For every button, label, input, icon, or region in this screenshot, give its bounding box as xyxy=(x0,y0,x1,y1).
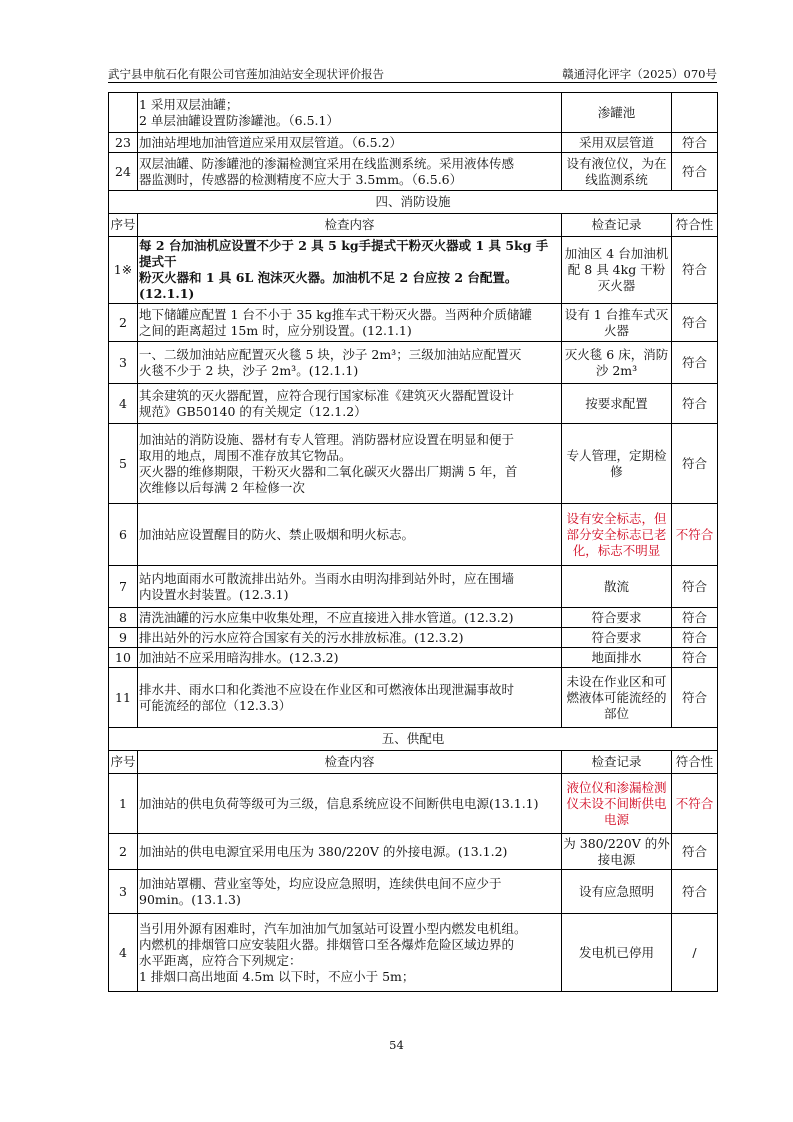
row-number: 6 xyxy=(109,504,138,566)
check-record: 液位仪和渗漏检测仪未设不间断供电电源 xyxy=(562,774,672,834)
content-line: 次维修以后每满 2 年检修一次 xyxy=(139,479,305,495)
check-record: 发电机已停用 xyxy=(562,914,672,992)
content-line: 之间的距离超过 15m 时，应分别设置。(12.1.1) xyxy=(139,322,412,338)
table-row xyxy=(109,342,718,384)
header-result: 符合性 xyxy=(672,214,718,237)
row-number: 1 xyxy=(109,774,138,834)
table-row xyxy=(109,384,718,424)
content-line: 排出站外的污水应符合国家有关的污水排放标准。(12.3.2) xyxy=(139,629,464,645)
table-row xyxy=(109,668,718,728)
check-result: 符合 xyxy=(672,834,718,870)
check-record: 加油区 4 台加油机配 8 具 4kg 干粉灭火器 xyxy=(562,237,672,304)
check-result: / xyxy=(672,914,718,992)
header-row xyxy=(109,751,718,774)
check-result: 符合 xyxy=(672,628,718,648)
table-row xyxy=(109,648,718,668)
content-line: 内燃机的排烟管口应安装阻火器。排烟管口至各爆炸危险区域边界的 xyxy=(139,936,515,952)
section-title: 四、消防设施 xyxy=(109,191,718,214)
check-record: 为 380/220V 的外接电源 xyxy=(562,834,672,870)
content-line: 加油站的供电电源宜采用电压为 380/220V 的外接电源。(13.1.2) xyxy=(139,843,508,859)
check-content xyxy=(138,914,562,992)
report-number: 赣通浔化评字（2025）070号 xyxy=(562,67,717,81)
row-number: 10 xyxy=(109,648,138,668)
content-line: 1 采用双层油罐； xyxy=(139,96,239,112)
check-result: 符合 xyxy=(672,608,718,628)
check-content xyxy=(138,566,562,608)
content-line: 地下储罐应配置 1 台不小于 35 kg推车式干粉灭火器。当两种介质储罐 xyxy=(139,306,532,322)
check-record: 渗罐池 xyxy=(562,93,672,133)
check-content xyxy=(138,648,562,668)
table-row xyxy=(109,914,718,992)
table-row xyxy=(109,93,718,133)
content-line: 加油站的供电负荷等级可为三级，信息系统应设不间断供电电源(13.1.1) xyxy=(139,795,539,811)
header-record: 检查记录 xyxy=(562,214,672,237)
table-row xyxy=(109,133,718,153)
check-record: 散流 xyxy=(562,566,672,608)
table-row xyxy=(109,834,718,870)
check-content xyxy=(138,870,562,914)
check-record: 地面排水 xyxy=(562,648,672,668)
check-content xyxy=(138,834,562,870)
content-line: 灭火器的维修期限，干粉灭火器和二氧化碳灭火器出厂期满 5 年，首 xyxy=(139,463,518,479)
header-row xyxy=(109,214,718,237)
table-row xyxy=(109,237,718,304)
content-line: 器监测时，传感器的检测精度不应大于 3.5mm。（6.5.6） xyxy=(139,171,463,187)
header-content: 检查内容 xyxy=(138,751,562,774)
row-number: 7 xyxy=(109,566,138,608)
table-row xyxy=(109,153,718,191)
check-content xyxy=(138,668,562,728)
check-record: 专人管理，定期检修 xyxy=(562,424,672,504)
check-result: 符合 xyxy=(672,566,718,608)
row-number: 5 xyxy=(109,424,138,504)
section-title-row xyxy=(109,728,718,751)
row-number: 2 xyxy=(109,834,138,870)
row-number: 24 xyxy=(109,153,138,191)
content-line: 取用的地点，周围不准存放其它物品。 xyxy=(139,447,352,463)
check-record: 符合要求 xyxy=(562,608,672,628)
content-line: 当引用外源有困难时，汽车加油加气加氢站可设置小型内燃发电机组。 xyxy=(139,920,527,936)
check-content xyxy=(138,93,562,133)
content-line: 每 2 台加油机应设置不少于 2 具 5 kg手提式干粉灭火器或 1 具 5kg 手提式干 xyxy=(139,238,549,269)
row-number: 2 xyxy=(109,304,138,342)
check-result: 符合 xyxy=(672,133,718,153)
content-line: 双层油罐、防渗罐池的渗漏检测宜采用在线监测系统。采用液体传感 xyxy=(139,155,515,171)
table-row xyxy=(109,304,718,342)
check-record: 设有应急照明 xyxy=(562,870,672,914)
check-content xyxy=(138,342,562,384)
content-line: 加油站不应采用暗沟排水。(12.3.2) xyxy=(139,649,339,665)
header-content: 检查内容 xyxy=(138,214,562,237)
content-line: 可能流经的部位（12.3.3） xyxy=(139,697,292,713)
header-record: 检查记录 xyxy=(562,751,672,774)
check-result: 符合 xyxy=(672,153,718,191)
check-content xyxy=(138,608,562,628)
check-content xyxy=(138,628,562,648)
check-result: 符合 xyxy=(672,424,718,504)
row-number: 9 xyxy=(109,628,138,648)
check-record: 灭火毯 6 床，消防沙 2m³ xyxy=(562,342,672,384)
content-line: 站内地面雨水可散流排出站外。当雨水由明沟排到站外时，应在围墙 xyxy=(139,570,515,586)
content-line: 加油站应设置醒目的防火、禁止吸烟和明火标志。 xyxy=(139,526,415,542)
row-number: 4 xyxy=(109,914,138,992)
check-result xyxy=(672,93,718,133)
content-line: 加油站罩棚、营业室等处，均应设应急照明，连续供电间不应少于 xyxy=(139,875,502,891)
check-content xyxy=(138,424,562,504)
table-row xyxy=(109,774,718,834)
check-result: 符合 xyxy=(672,384,718,424)
table-row xyxy=(109,504,718,566)
table-row xyxy=(109,628,718,648)
inspection-table xyxy=(108,92,718,992)
content-line: 90min。(13.1.3) xyxy=(139,891,241,907)
row-number: 4 xyxy=(109,384,138,424)
table-row xyxy=(109,870,718,914)
check-result: 符合 xyxy=(672,237,718,304)
content-line: 1 排烟口高出地面 4.5m 以下时，不应小于 5m； xyxy=(139,968,415,984)
check-result: 符合 xyxy=(672,870,718,914)
check-result: 不符合 xyxy=(672,774,718,834)
header-result: 符合性 xyxy=(672,751,718,774)
header-no: 序号 xyxy=(109,214,138,237)
content-line: 加油站的消防设施、器材有专人管理。消防器材应设置在明显和便于 xyxy=(139,431,515,447)
check-content xyxy=(138,384,562,424)
check-result: 不符合 xyxy=(672,504,718,566)
content-line: 加油站埋地加油管道应采用双层管道。（6.5.2） xyxy=(139,134,403,150)
content-line: 一、二级加油站应配置灭火毯 5 块，沙子 2m³；三级加油站应配置灭 xyxy=(139,346,522,362)
check-record: 未设在作业区和可燃液体可能流经的部位 xyxy=(562,668,672,728)
row-number xyxy=(109,93,138,133)
content-line: 其余建筑的灭火器配置，应符合现行国家标准《建筑灭火器配置设计 xyxy=(139,387,515,403)
check-record: 设有 1 台推车式灭火器 xyxy=(562,304,672,342)
content-line: 清洗油罐的污水应集中收集处理，不应直接进入排水管道。(12.3.2) xyxy=(139,609,514,625)
row-number: 3 xyxy=(109,342,138,384)
check-result: 符合 xyxy=(672,648,718,668)
row-number: 8 xyxy=(109,608,138,628)
check-content xyxy=(138,304,562,342)
report-title: 武宁县申航石化有限公司官莲加油站安全现状评价报告 xyxy=(108,67,384,81)
row-number: 1※ xyxy=(109,237,138,304)
check-content xyxy=(138,774,562,834)
table-row xyxy=(109,424,718,504)
section-title-row xyxy=(109,191,718,214)
content-line: 水平距离，应符合下列规定： xyxy=(139,952,302,968)
table-row xyxy=(109,608,718,628)
check-result: 符合 xyxy=(672,304,718,342)
header-no: 序号 xyxy=(109,751,138,774)
check-content xyxy=(138,133,562,153)
check-record: 采用双层管道 xyxy=(562,133,672,153)
content-line: 2 单层油罐设置防渗罐池。（6.5.1） xyxy=(139,112,339,128)
check-record: 设有安全标志，但部分安全标志已老化，标志不明显 xyxy=(562,504,672,566)
table-row xyxy=(109,566,718,608)
check-content xyxy=(138,153,562,191)
row-number: 23 xyxy=(109,133,138,153)
row-number: 11 xyxy=(109,668,138,728)
row-number: 3 xyxy=(109,870,138,914)
check-result: 符合 xyxy=(672,342,718,384)
page-header xyxy=(108,62,717,83)
content-line: 排水井、雨水口和化粪池不应设在作业区和可燃液体出现泄漏事故时 xyxy=(139,681,515,697)
check-result: 符合 xyxy=(672,668,718,728)
page-number: 54 xyxy=(389,1038,404,1052)
check-content xyxy=(138,237,562,304)
section-title: 五、供配电 xyxy=(109,728,718,751)
check-record: 符合要求 xyxy=(562,628,672,648)
content-line: 规范》GB50140 的有关规定（12.1.2） xyxy=(139,403,367,419)
check-content xyxy=(138,504,562,566)
content-line: 粉灭火器和 1 具 6L 泡沫灭火器。加油机不足 2 台应按 2 台配置。(12.1.1) xyxy=(139,270,518,301)
content-line: 火毯不少于 2 块，沙子 2m³。(12.1.1) xyxy=(139,362,359,378)
content-line: 内设置水封装置。(12.3.1) xyxy=(139,586,289,602)
check-record: 按要求配置 xyxy=(562,384,672,424)
check-record: 设有液位仪，为在线监测系统 xyxy=(562,153,672,191)
